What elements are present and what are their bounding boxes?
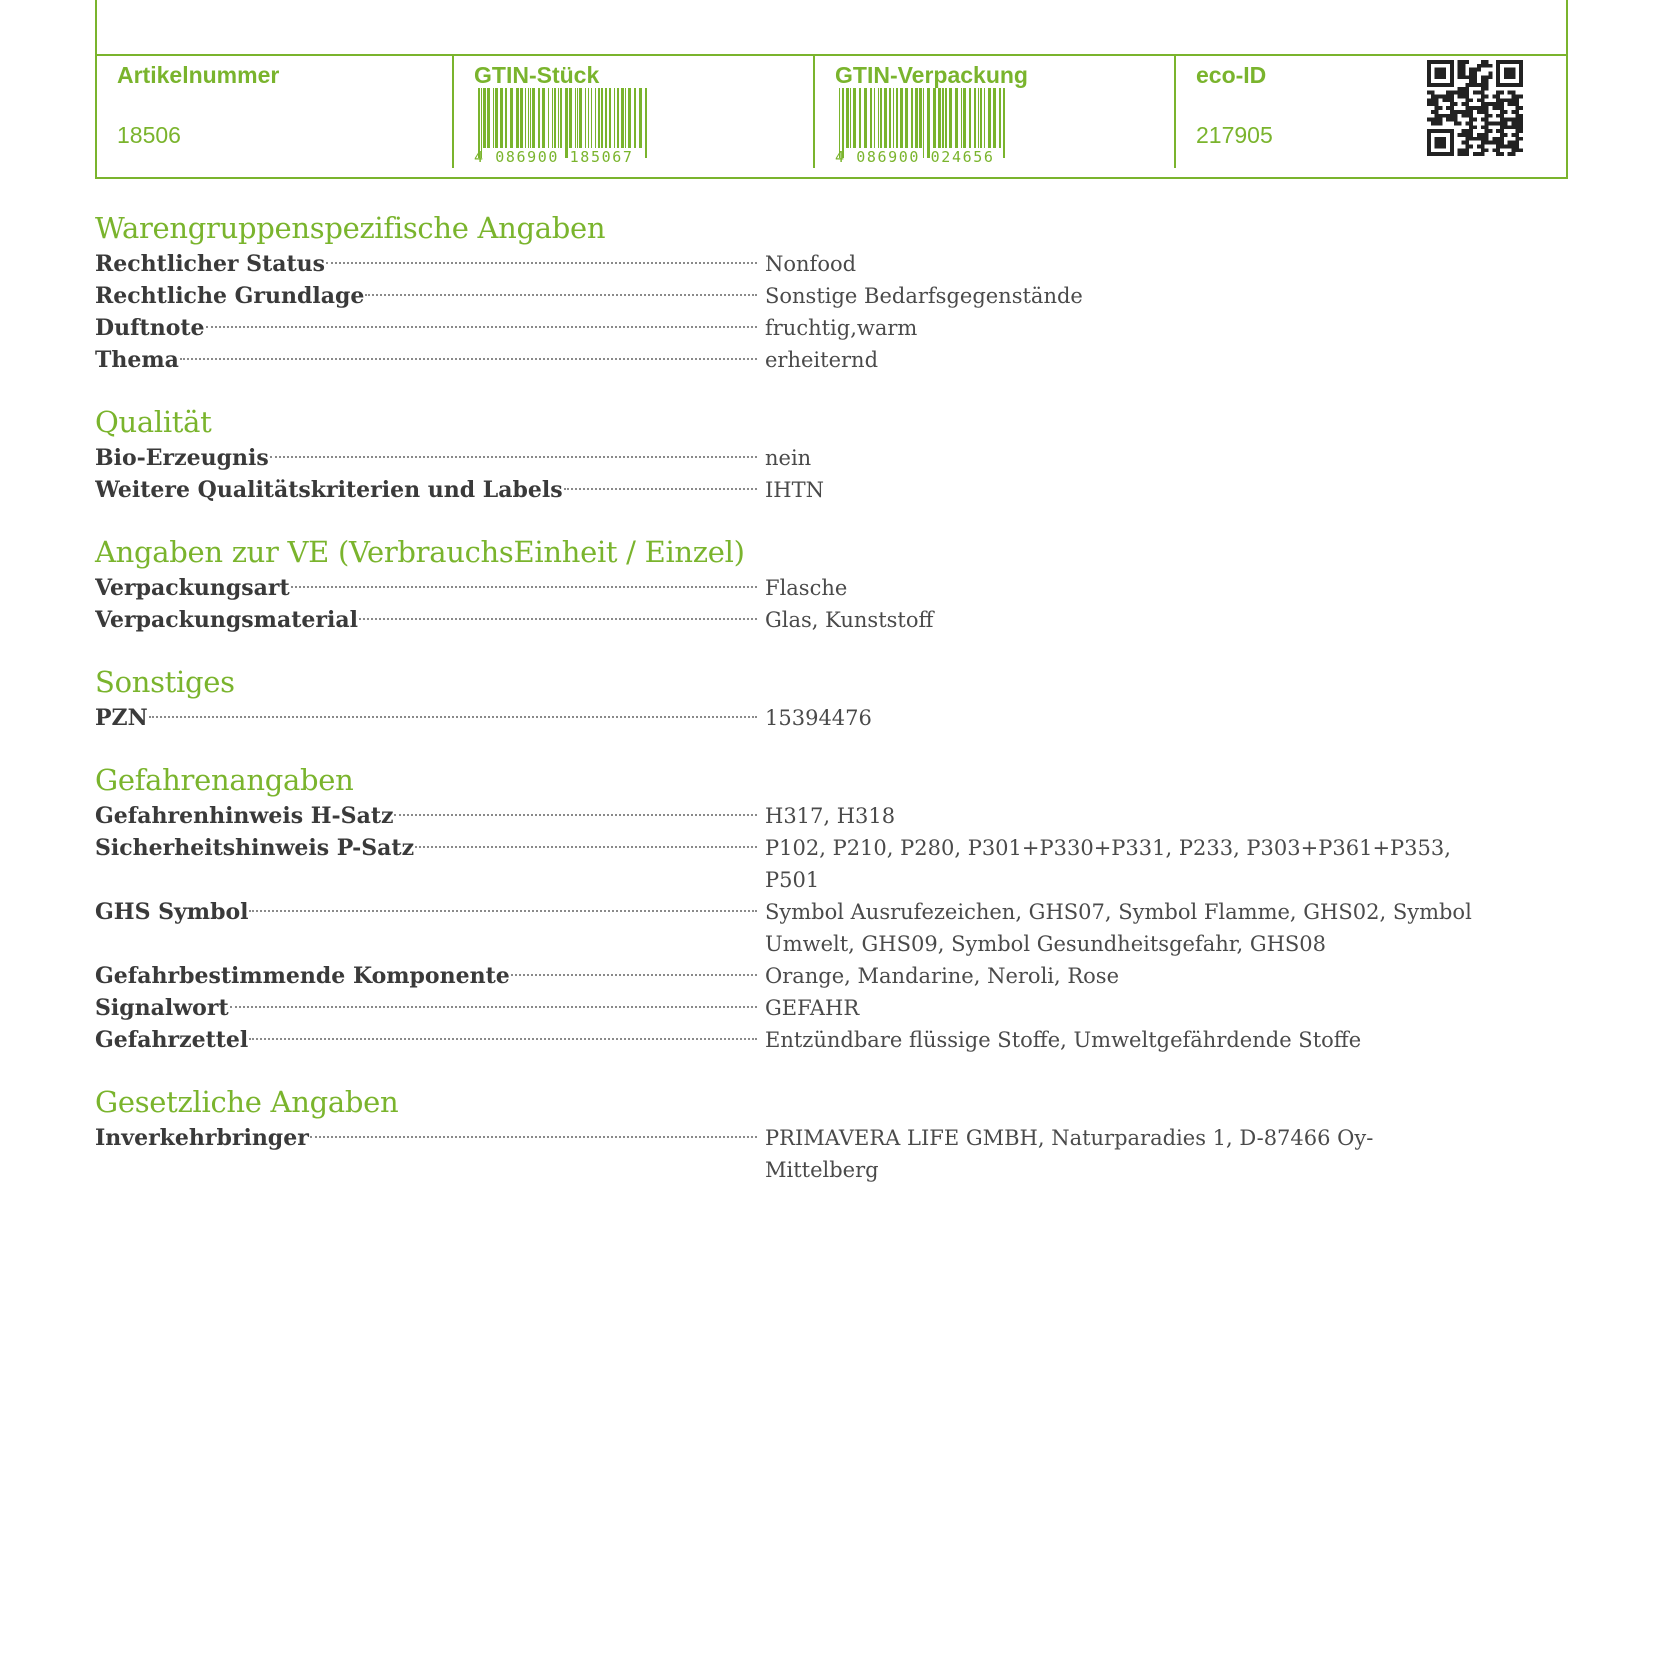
detail-key (95, 1024, 763, 1056)
detail-key (95, 702, 763, 734)
dot-leader (270, 456, 757, 458)
detail-value: fruchtig,warm (765, 316, 918, 340)
dot-leader (564, 488, 757, 490)
dot-leader (249, 910, 757, 912)
detail-label: Verpackungsart (95, 572, 291, 604)
section (95, 534, 1575, 636)
detail-value: erheiternd (765, 348, 879, 372)
section-title: Warengruppenspezifische Angaben (95, 211, 606, 245)
product-id-header (95, 0, 1568, 179)
detail-value: Glas, Kunststoff (765, 608, 934, 632)
detail-label: Signalwort (95, 992, 230, 1024)
gtin-piece-cell (454, 56, 816, 171)
detail-key (95, 832, 763, 864)
dot-leader (394, 814, 757, 816)
detail-label: GHS Symbol (95, 896, 249, 928)
barcode-icon (474, 88, 654, 166)
dot-leader (291, 586, 757, 588)
detail-row (95, 896, 1575, 960)
detail-value: Sonstige Bedarfsgegenstände (765, 284, 1083, 308)
detail-value: 15394476 (765, 706, 872, 730)
detail-key (95, 344, 763, 376)
eco-id-label: eco-ID (1196, 62, 1267, 88)
section-title: Qualität (95, 405, 212, 439)
product-details (95, 210, 1575, 1214)
dot-leader (180, 358, 757, 360)
dot-leader (249, 1038, 757, 1040)
detail-label: Duftnote (95, 312, 206, 344)
detail-row (95, 312, 1575, 344)
section (95, 762, 1575, 1056)
dot-leader (206, 326, 757, 328)
detail-key (95, 1122, 763, 1154)
section (95, 210, 1575, 376)
detail-key (95, 280, 763, 312)
detail-key (95, 800, 763, 832)
barcode-icon (835, 88, 1015, 166)
detail-label: Gefahrzettel (95, 1024, 249, 1056)
dot-leader (359, 618, 757, 620)
detail-value: nein (765, 446, 812, 470)
detail-value: Symbol Ausrufezeichen, GHS07, Symbol Flamme, GHS02, Symbol Umwelt, GHS09, Symbol Gesundheitsgefahr, GHS08 (765, 900, 1472, 956)
section-title: Sonstiges (95, 665, 235, 699)
detail-label: PZN (95, 702, 149, 734)
dot-leader (511, 974, 757, 976)
detail-value: PRIMAVERA LIFE GMBH, Naturparadies 1, D-87466 Oy-Mittelberg (765, 1126, 1374, 1182)
detail-key (95, 474, 763, 506)
article-number-cell (97, 56, 455, 171)
gtin-piece-label: GTIN-Stück (474, 62, 600, 88)
detail-label: Gefahrenhinweis H-Satz (95, 800, 394, 832)
section-title: Angaben zur VE (VerbrauchsEinheit / Einzel) (95, 535, 745, 569)
detail-row (95, 442, 1575, 474)
detail-value: Entzündbare flüssige Stoffe, Umweltgefährdende Stoffe (765, 1028, 1362, 1052)
detail-row (95, 1122, 1575, 1186)
detail-row (95, 702, 1575, 734)
gtin-package-barcode (835, 88, 1015, 166)
detail-key (95, 896, 763, 928)
dot-leader (326, 262, 757, 264)
detail-value: Flasche (765, 576, 848, 600)
detail-row (95, 474, 1575, 506)
detail-row (95, 832, 1575, 896)
detail-value: GEFAHR (765, 996, 860, 1020)
detail-key (95, 960, 763, 992)
article-number-value: 18506 (117, 122, 181, 148)
detail-value: Orange, Mandarine, Neroli, Rose (765, 964, 1120, 988)
detail-row (95, 248, 1575, 280)
gtin-package-cell (815, 56, 1177, 171)
detail-label: Rechtliche Grundlage (95, 280, 365, 312)
detail-key (95, 604, 763, 636)
dot-leader (230, 1006, 757, 1008)
detail-key (95, 442, 763, 474)
article-number-label: Artikelnummer (117, 62, 280, 88)
detail-row (95, 572, 1575, 604)
detail-row (95, 1024, 1575, 1056)
detail-row (95, 992, 1575, 1024)
section (95, 664, 1575, 734)
detail-label: Gefahrbestimmende Komponente (95, 960, 511, 992)
section (95, 1084, 1575, 1186)
gtin-package-label: GTIN-Verpackung (835, 62, 1028, 88)
detail-key (95, 312, 763, 344)
detail-label: Bio-Erzeugnis (95, 442, 270, 474)
section-title: Gefahrenangaben (95, 763, 354, 797)
eco-id-value: 217905 (1196, 122, 1273, 148)
barcode-digits: 4 086900 185067 (474, 148, 634, 166)
detail-value: P102, P210, P280, P301+P330+P331, P233, P303+P361+P353, P501 (765, 836, 1451, 892)
dot-leader (365, 294, 757, 296)
section (95, 404, 1575, 506)
barcode-digits: 4 086900 024656 (835, 148, 995, 166)
detail-row (95, 344, 1575, 376)
detail-value: IHTN (765, 478, 824, 502)
detail-label: Rechtlicher Status (95, 248, 326, 280)
detail-key (95, 572, 763, 604)
detail-row (95, 960, 1575, 992)
dot-leader (415, 846, 757, 848)
detail-row (95, 604, 1575, 636)
detail-key (95, 992, 763, 1024)
dot-leader (149, 716, 757, 718)
gtin-piece-barcode (474, 88, 654, 166)
qr-code-icon (1427, 60, 1523, 156)
detail-label: Sicherheitshinweis P-Satz (95, 832, 415, 864)
detail-value: H317, H318 (765, 804, 896, 828)
section-title: Gesetzliche Angaben (95, 1085, 399, 1119)
detail-key (95, 248, 763, 280)
detail-row (95, 280, 1575, 312)
detail-label: Weitere Qualitätskriterien und Labels (95, 474, 564, 506)
detail-row (95, 800, 1575, 832)
detail-value: Nonfood (765, 252, 857, 276)
detail-label: Thema (95, 344, 180, 376)
detail-label: Verpackungsmaterial (95, 604, 359, 636)
dot-leader (310, 1136, 757, 1138)
detail-label: Inverkehrbringer (95, 1122, 310, 1154)
